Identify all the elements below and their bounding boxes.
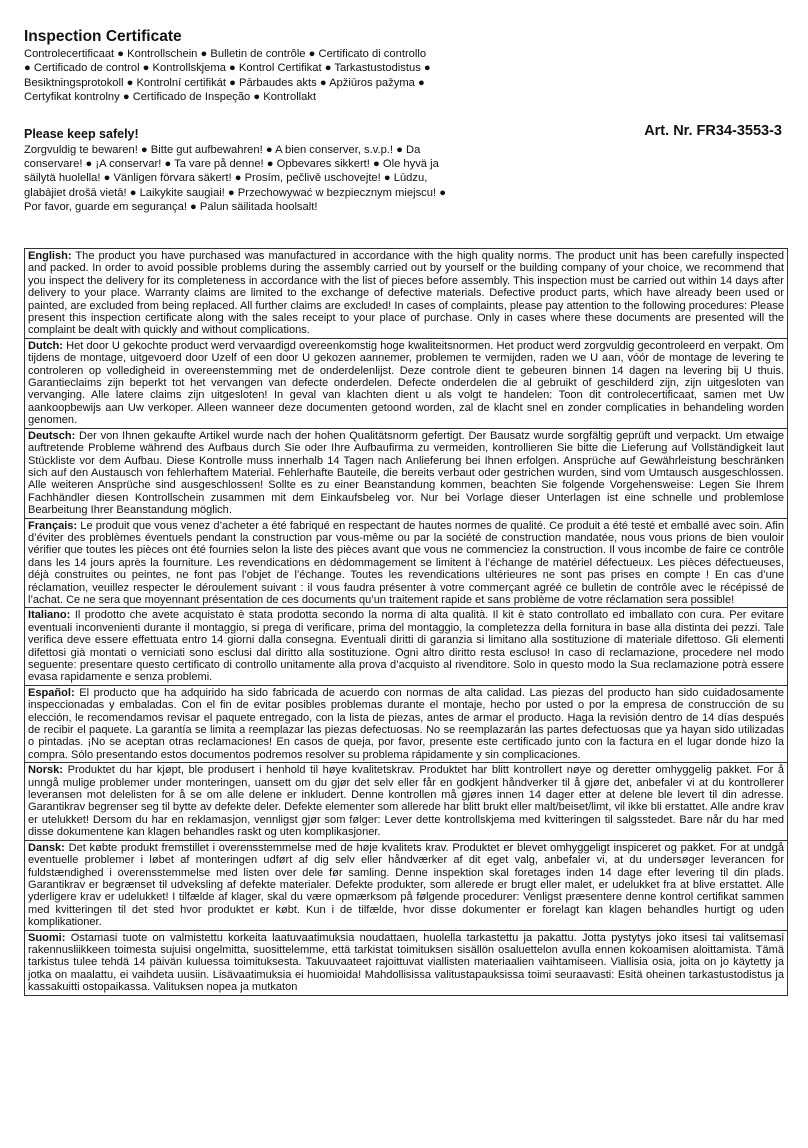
article-number: Art. Nr. FR34-3553-3 <box>644 123 782 139</box>
section-dutch <box>25 339 787 429</box>
keep-safely-title: Please keep safely! <box>24 126 139 141</box>
section-suomi <box>25 931 787 996</box>
section-norsk <box>25 763 787 840</box>
section-dansk <box>25 841 787 931</box>
language-sections-table <box>24 248 788 996</box>
section-text: Het door U gekochte product werd vervaardigd overeenkomstig hoge kwaliteitsnormen. Het product werd zorgvuldig gecontroleerd en verpakt. Om tijdens de montage, uitgevoerd door Uzelf of een door U gekozen aannemer, problemen te vermijden, raden we U aan, vóór de montage de levering te controleren op volledigheid in overeenstemming met de onderdelenlijst. Deze controle dient te gebeuren binnen 14 dagen na levering bij U thuis. Garantieclaims zijn beperkt tot het vervangen van defecte onderdelen. Defecte onderdelen die al gebruikt of geschilderd zijn, zijn uitgesloten van vervanging. Alle latere claims zijn uitgesloten! In geval van klachten dient u als volgt te handelen: Toon dit controlecertificaat, samen met Uw aankoopbewijs aan Uw verkoper. Alleen wanneer deze documenten getoond worden, zal de klacht snel en zonder complicaties in behandeling worden genomen. <box>28 339 784 427</box>
section-text: Le produit que vous venez d’acheter a été fabriqué en respectant de hautes normes de qualité. Ce produit a été testé et emballé avec soin. Afin d’éviter des problèmes éventuels pendant la construction par vous-même ou par la société de construction mandatée, nous vous prions de bien vouloir vérifier que toutes les pièces ont été fournies selon la liste des pièces avant que vous ne commenciez la construction. Il vous incombe de faire ce contrôle dans les 14 jours après la fourniture. Les revendications en dédommagement se limitent à l’échange de matériel défectueux. Les pièces défectueuses, déjà construites ou peintes, ne font pas l’objet de l’échange. Toutes les revendications ultérieures ne sont pas prises en compte ! En cas d’une réclamation, veuillez respecter le déroulement suivant : il vous faudra présenter à votre commerçant agréé ce bulletin de contrôle avec le récépissé de l’achat. Ce ne sera que moyennant présentation de ces documents qu’un traitement rapide et sans problème de votre réclamation sera possible! <box>28 519 784 606</box>
language-label: Français: <box>28 519 78 532</box>
section-francais <box>25 519 787 609</box>
section-text: Der von Ihnen gekaufte Artikel wurde nach der hohen Qualitätsnorm gefertigt. Der Bausatz wurde sorgfältig geprüft und verpackt. Um etwaige auftretende Probleme während des Aufbaus durch Sie oder Ihre Aufbaufirma zu vermeiden, kontrollieren Sie bitte die Lieferung auf Vollständigkeit laut Stückliste vor dem Aufbau. Diese Kontrolle muss innerhalb 14 Tagen nach Anlieferung bei Ihnen erfolgen. Ansprüche auf Gewährleistung beschränken sich auf den Austausch von fehlerhaftem Material. Fehlerhafte Bauteile, die bereits verbaut oder gestrichen wurden, sind vom Umtausch ausgeschlossen. Alle weiteren Ansprüche sind ausgeschlossen! Sollte es zu einer Beanstandung kommen, beachten Sie folgende Vorgehensweise: Legen Sie Ihrem Fachhändler diesen Kontrollschein zusammen mit dem Einkaufsbeleg vor. Nur bei Vorlage dieser Unterlagen ist eine schnelle und problemlose Bearbeitung Ihrer Beanstandung möglich. <box>28 429 784 517</box>
language-label: Deutsch: <box>28 429 76 442</box>
language-label: Norsk: <box>28 764 63 777</box>
language-label: Suomi: <box>28 931 66 944</box>
section-text: Produktet du har kjøpt, ble produsert i henhold til høye kvalitetskrav. Produktet har blitt kontrollert nøye og deretter omhyggelig pakket. For å unngå mulige problemer under monteringen, uansett om du gjør det selv eller får en godkjent håndverker til å gjøre det, anbefaler vi at du kontrollerer leveransen mot delelisten for å se om alle delene er inkludert. Denne kontrollen må gjøres innen 14 dager etter at delene ble levert til din adresse. Garantikrav begrenser seg til bytte av defekte deler. Defekte elementer som allerede har blitt brukt eller malt/beiset/limt, vil ikke bli erstattet. Alle andre krav er utelukket! Dersom du har en reklamasjon, vennligst gjør som følger: Lever dette kontrollskjema med kvitteringen til salgsstedet. Bare når du har med disse dokumentene kan klagen behandles raskt og uten komplikasjoner. <box>28 764 784 839</box>
section-espanol <box>25 686 787 763</box>
page-title: Inspection Certificate <box>24 28 182 45</box>
section-deutsch <box>25 429 787 519</box>
section-english <box>25 249 787 339</box>
section-text: Il prodotto che avete acquistato è stata prodotta secondo la norma di alta qualità. Il kit è stato controllato ed imballato con cura. Per evitare eventuali inconvenienti durante il montaggio, si prega di verificare, prima del montaggio, la completezza della fornitura in base alla distinta dei pezzi. Tale verifica deve essere effettuata entro 14 giorni dalla consegna. Eventuali diritti di garanzia si limitano alla sostituzione di materiale difettoso. Gli elementi difettosi già montati o verniciati sono esclusi dal diritto alla sostituzione. Ogni altro diritto resta escluso! In caso di reclamazione, procedere nel modo seguente: presentare questo certificato di controllo unitamente alla prova d’acquisto al rivenditore. Solo in questo modo la Sua reclamazione potrà essere evasa rapidamente e senza problemi. <box>28 609 784 684</box>
section-text: Det købte produkt fremstillet i overensstemmelse med de høje kvalitets krav. Produktet er blevet omhyggeligt inspiceret og pakket. For at undgå eventuelle problemer i løbet af monteringen udført af dig selv eller håndværker af dit eget valg, anbefaler vi, at du undersøger leverancen for fuldstændighed i overensstemmelse med listen over dele før samling. Denne inspektion skal foretages inden 14 dage efter levering til din plads. Garantikrav er begrænset til udveksling af defekte materialer. Defekte produkter, som allerede er brugt eller malet, er udelukket fra at blive erstattet. Alle yderligere krav er udelukket! I tilfælde af klager, skal du være opmærksom på følgende procedurer: Venligst præsentere denne kontrol certifikat sammen med kvitteringen til det sted hvor produktet er købt. Kun i de tilfælde, hvor disse dokumenter er forelagt kan klagen behandles hurtigt og uden komplikationer. <box>28 841 784 929</box>
section-text: Ostamasi tuote on valmistettu korkeita laatuvaatimuksia noudattaen, huolella tarkastettu ja pakattu. Jotta pystytys joko itsesi tai valitsemasi rakennusliikkeen toimesta sujuisi ongelmitta, suosittelemme, että tarkistat toimituksen sisällön osaluettelon avulla ennen kokoamisen aloittamista. Tämä tarkistus tulee tehdä 14 päivän kuluessa toimituksesta. Takuuvaateet rajoittuvat viallisten materiaalien vaihtamiseen. Viallisia osia, joita on jo käytetty ja jotka on maalattu, ei vaihdeta uusiin. Lisävaatimuksia ei huomioida! Mahdollisissa valitustapauksissa toimi seuraavasti: Esitä oheinen tarkastustodistus ja kassakuitti ostopaikassa. Valituksen nopea ja mutkaton <box>28 931 784 994</box>
keep-safely-text: Zorgvuldig te bewaren! ● Bitte gut aufbewahren! ● A bien conserver, s.v.p.! ● Da conservare! ● ¡A conservar! ● Ta vare på denne! ● Opbevares sikkert! ● Ole hyvä ja säilytä huolella! ● Vänligen förvara säkert! ● Prosím, pečlivě uschovejte! ● Lūdzu, glabājiet drošā vietā! ● Laikykite saugiai! ● Przechowywać w bezpiecznym miejscu! ● Por favor, guarde em segurança! ● Palun säilitada hoolsalt! <box>24 143 446 214</box>
language-label: Italiano: <box>28 609 71 622</box>
certificate-header <box>24 28 784 215</box>
section-text: The product you have purchased was manufactured in accordance with the high quality norms. The product unit has been carefully inspected and packed. In order to avoid possible problems during the assembly carried out by yourself or the building company of your choice, we recommend that you inspect the delivery for its completeness in accordance with the list of pieces before assembly. This inspection must be carried out within 14 days after delivery to your place. Warranty claims are limited to the exchange of defective materials. Defective product parts, which have already been used or painted, are excluded from being replaced. All further claims are excluded! In cases of complaints, please pay attention to the following procedures: Please present this inspection certificate along with the sales receipt to your place of purchase. Only in cases where these documents are presented will the complaint be dealt with quickly and without complications. <box>28 250 785 337</box>
section-italiano <box>25 608 787 685</box>
language-label: English: <box>28 250 72 262</box>
section-text: El producto que ha adquirido ha sido fabricada de acuerdo con normas de alta calidad. Las piezas del producto han sido cuidadosamente inspeccionadas y embaladas. Con el fin de evitar posibles problemas durante el montaje, hecho por usted o por la empresa de construcción de su elección, le recomendamos revisar el paquete entregado, con la lista de piezas, antes de armar el producto. Haga la revisión dentro de 14 días después de recibir el paquete. La garantía se limita a reemplazar las piezas defectuosas. No se reemplazarán las partes defectuosas que ya hayan sido utilizadas o pintadas. ¡No se aceptan otras reclamaciones! En casos de queja, por favor, presente este certificado junto con la factura en el lugar donde hizo la compra. Sólo presentando estos documentos podremos resolver su problema rápidamente y sin complicaciones. <box>28 686 784 761</box>
language-label: Español: <box>28 686 75 699</box>
language-label: Dansk: <box>28 841 65 854</box>
multilingual-subtitle: Controlecertificaat ● Kontrollschein ● Bulletin de contrôle ● Certificato di controllo ● Certificado de control ● Kontrollskjema ● Kontrol Certifikat ● Tarkastustodistus ● Besiktningsprotokoll ● Kontrolní certifikát ● Pārbaudes akts ● Apžiūros pažyma ● Certyfikat kontrolny ● Certificado de Inspeção ● Kontrollakt <box>24 48 431 104</box>
language-label: Dutch: <box>28 339 63 352</box>
